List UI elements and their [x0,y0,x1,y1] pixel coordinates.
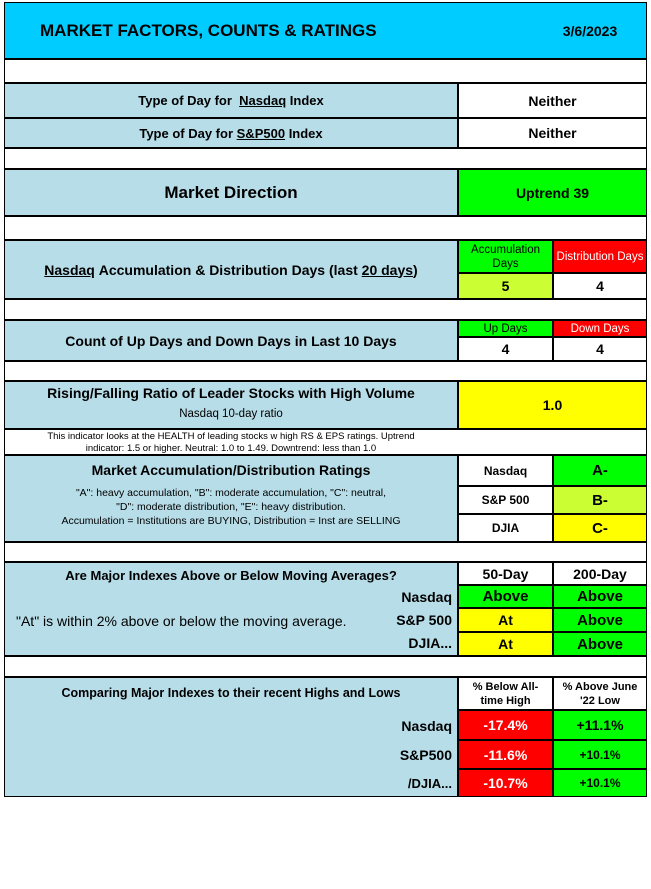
ma-50-nasdaq: Above [482,588,529,605]
leader-ratio-note-line2: indicator: 1.5 or higher. Neutral: 1.0 to 1.49. Downtrend: less than 1.0 [85,442,377,454]
up-days-value: 4 [501,341,510,357]
ratings-legend-line3: Accumulation = Institutions are BUYING, Distribution = Inst are SELLING [61,515,401,527]
accumulation-days-header: Accumulation Days [470,243,541,270]
leader-ratio-note-line1: This indicator looks at the HEALTH of leading stocks w high RS & EPS ratings. Uptrend [47,430,415,442]
down-days-value: 4 [596,341,604,357]
hl-low-djia: +10.1% [579,776,621,790]
type-of-day-sp-value: Neither [528,125,577,141]
ma-50-sp500: At [498,612,513,628]
moving-averages-note: "At" is within 2% above or below the moving average. [16,613,347,629]
distribution-days-header: Distribution Days [556,250,644,263]
hl-low-nasdaq: +11.1% [576,717,624,733]
up-days-header: Up Days [483,322,528,335]
report-date: 3/6/2023 [562,23,618,39]
hl-low-sp500: +10.1% [579,747,621,762]
ma-50-djia: At [498,636,513,652]
down-days-header: Down Days [570,322,630,335]
rating-index-nasdaq: Nasdaq [483,463,528,478]
leader-ratio-subtitle: Nasdaq 10-day ratio [179,408,283,420]
spacer-row [4,656,647,677]
leader-ratio-value: 1.0 [542,397,563,413]
accum-dist-label: Nasdaq Accumulation & Distribution Days (last 20 days ) [44,261,418,278]
highs-lows-title: Comparing Major Indexes to their recent Highs and Lows [61,686,401,700]
type-of-day-nasdaq-value: Neither [528,92,577,109]
distribution-days-value: 4 [596,278,604,294]
rating-index-djia: DJIA [491,521,520,535]
rating-value-sp500: B- [592,491,608,509]
market-direction-label: Market Direction [164,182,298,202]
ma-200-sp500: Above [577,611,623,629]
ratings-legend-line2: "D": moderate distribution, "E": heavy distribution. [116,501,346,513]
hl-high-djia: -10.7% [483,775,528,791]
spacer-row [4,148,647,169]
spacer-row [4,542,647,562]
hl-low-header: % Above June '22 Low [562,680,638,707]
rating-index-sp500: S&P 500 [481,493,530,507]
ratings-legend-line1: "A": heavy accumulation, "B": moderate accumulation, "C": neutral, [75,487,387,499]
market-direction-value: Uptrend 39 [515,184,590,201]
rating-value-djia: C- [592,519,608,537]
moving-averages-title: Are Major Indexes Above or Below Moving Averages? [65,567,397,583]
spacer-row [4,59,647,83]
ma-index-sp500: S&P 500 [396,612,452,628]
hl-high-sp500: -11.6% [483,746,528,763]
type-of-day-sp-text: Type of Day for S&P500 Index [139,125,323,141]
ma-50-header: 50-Day [482,565,529,582]
rating-value-nasdaq: A- [592,462,608,479]
ma-index-djia: DJIA... [408,635,452,651]
hl-high-nasdaq: -17.4% [483,717,528,733]
ma-200-header: 200-Day [573,565,627,582]
type-of-day-nasdaq-text: Type of Day for Nasdaq Index [138,93,324,108]
page-title: MARKET FACTORS, COUNTS & RATINGS [40,21,377,40]
leader-ratio-title: Rising/Falling Ratio of Leader Stocks with High Volume [47,385,415,401]
hl-high-header: % Below All-time High [472,680,539,707]
hl-index-sp500: S&P500 [399,747,452,763]
up-down-label: Count of Up Days and Down Days in Last 10 Days [65,332,397,349]
ma-index-nasdaq: Nasdaq [401,589,452,605]
hl-index-djia: /DJIA... [407,775,452,791]
spacer-row [4,299,647,320]
spacer-row [4,216,647,240]
ma-200-djia: Above [577,635,623,653]
accumulation-days-value: 5 [501,278,510,294]
ratings-title: Market Accumulation/Distribution Ratings [91,462,371,478]
hl-index-nasdaq: Nasdaq [401,718,452,734]
spacer-row [4,361,647,381]
ma-200-nasdaq: Above [577,588,623,605]
